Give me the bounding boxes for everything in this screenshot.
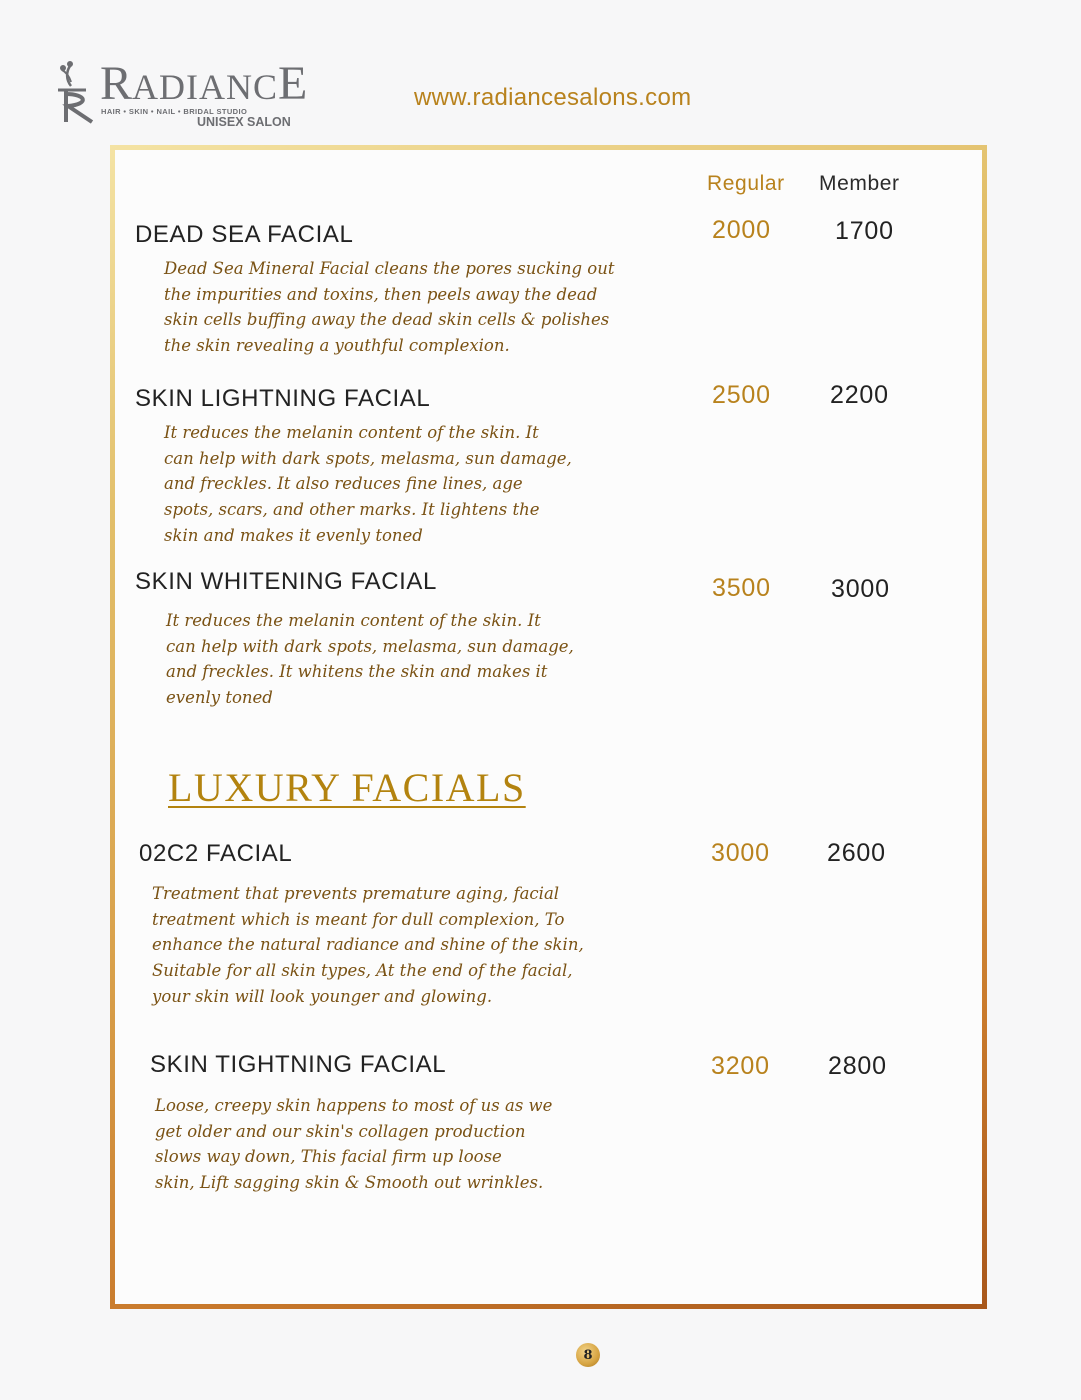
- service-description: Loose, creepy skin happens to most of us as we get older and our skin's collagen production slows way down, This facial firm up loose skin, Lift sagging skin & Smooth out wrinkles.: [155, 1096, 553, 1193]
- regular-price: 3200: [711, 1052, 770, 1080]
- page-number-badge: 8: [576, 1343, 600, 1367]
- regular-price: 3000: [711, 839, 770, 867]
- brand-initial: R: [100, 57, 133, 110]
- service-name: SKIN LIGHTNING FACIAL: [135, 385, 431, 412]
- regular-column-header: Regular: [707, 172, 785, 195]
- service-description: Treatment that prevents premature aging, facial treatment which is meant for dull complexion, To enhance the natural radiance and shine of the skin, Suitable for all skin types, At the end of the facial, your skin will look younger and glowing.: [152, 884, 584, 1006]
- website-link[interactable]: www.radiancesalons.com: [414, 84, 692, 111]
- service-name: DEAD SEA FACIAL: [135, 221, 354, 248]
- regular-price: 2500: [712, 381, 771, 409]
- member-price: 2200: [830, 381, 889, 409]
- service-name: 02C2 FACIAL: [139, 840, 293, 867]
- brand-tagline: HAIR • SKIN • NAIL • BRIDAL STUDIO: [101, 107, 248, 116]
- member-price: 2800: [828, 1052, 887, 1080]
- brand-final: E: [278, 57, 308, 110]
- regular-price: 3500: [712, 574, 771, 602]
- member-column-header: Member: [819, 172, 900, 195]
- brand-subtitle: UNISEX SALON: [197, 115, 291, 129]
- member-price: 1700: [835, 217, 894, 245]
- radiance-flower-icon: [56, 60, 98, 124]
- member-price: 3000: [831, 575, 890, 603]
- brand-middle: ADIANC: [132, 67, 279, 107]
- service-description: It reduces the melanin content of the skin. It can help with dark spots, melasma, sun damage, and freckles. It also reduces fine lines, age spots, scars, and other marks. It lightens the skin and makes it evenly toned: [164, 423, 572, 545]
- service-description: Dead Sea Mineral Facial cleans the pores sucking out the impurities and toxins, then peels away the dead skin cells buffing away the dead skin cells & polishes the skin revealing a youthful complexion.: [164, 259, 615, 356]
- service-name: SKIN WHITENING FACIAL: [135, 568, 437, 595]
- service-description: It reduces the melanin content of the skin. It can help with dark spots, melasma, sun damage, and freckles. It whitens the skin and makes it evenly toned: [166, 611, 574, 708]
- brand-wordmark: [100, 57, 308, 110]
- service-name: SKIN TIGHTNING FACIAL: [150, 1051, 447, 1078]
- member-price: 2600: [827, 839, 886, 867]
- salon-logo: [56, 57, 308, 134]
- regular-price: 2000: [712, 216, 771, 244]
- section-title-luxury: LUXURY FACIALS: [168, 765, 526, 810]
